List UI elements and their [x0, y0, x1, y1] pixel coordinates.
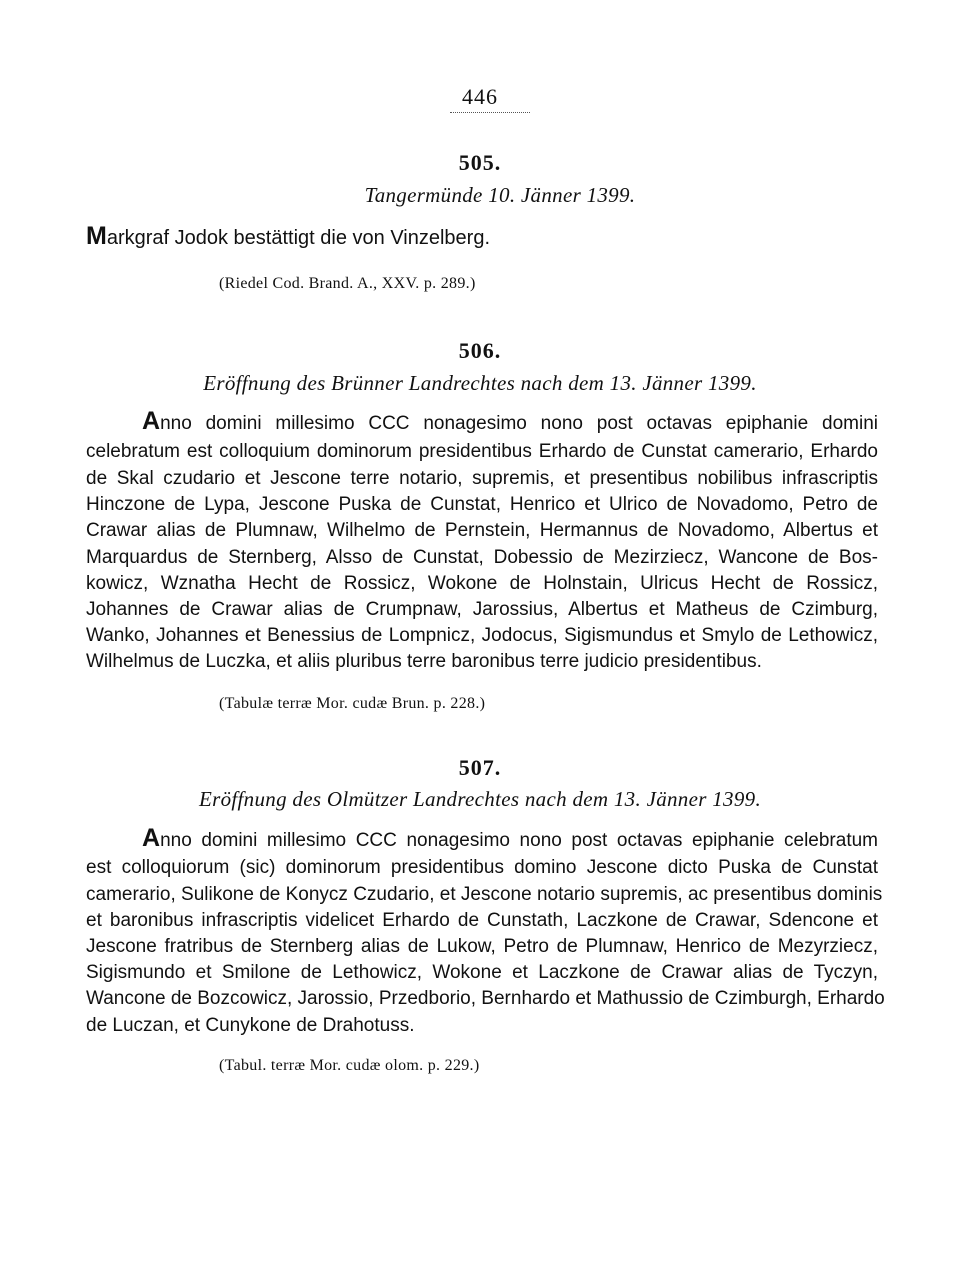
doc-507-line-2: est colloquiorum (sic) dominorum presidentibus domino Jescone dicto Puska de Cunstat	[86, 857, 878, 878]
doc-506-line-2: celebratum est colloquium dominorum presidentibus Erhardo de Cunstat camerario, Erhardo	[86, 441, 878, 462]
doc-506-line-6: Marquardus de Sternberg, Alsso de Cunstat, Dobessio de Mezirziecz, Wancone de Bos-	[86, 547, 878, 568]
doc-507-line-5: Jescone fratribus de Sternberg alias de Lukow, Petro de Plumnaw, Henrico de Mezyrziecz,	[86, 936, 878, 957]
doc-507-line-4: et baronibus infrascriptis videlicet Erhardo de Cunstath, Laczkone de Crawar, Sdencone et	[86, 910, 878, 931]
doc-506-line-8: Johannes de Crawar alias de Crumpnaw, Jarossius, Albertus et Matheus de Czimburg,	[86, 599, 878, 620]
doc-506-line-1: Anno domini millesimo CCC nonagesimo nono post octavas epiphanie domini	[142, 407, 878, 435]
doc-505-initial: M	[86, 222, 107, 250]
page-number-rule	[450, 112, 530, 113]
doc-506-line-9: Wanko, Johannes et Benessius de Lompnicz, Jodocus, Sigismundus et Smylo de Lethowicz,	[86, 625, 878, 646]
doc-507-initial: A	[142, 824, 161, 852]
doc-505-summary-text: arkgraf Jodok bestättigt die von Vinzelberg.	[106, 227, 491, 249]
doc-507-line-8: de Luczan, et Cunykone de Drahotuss.	[86, 1015, 415, 1036]
doc-505-summary	[86, 222, 490, 251]
doc-506-line-7: kowicz, Wznatha Hecht de Rossicz, Wokone de Holnstain, Ulricus Hecht de Rossicz,	[86, 573, 878, 594]
page-number: 446	[462, 84, 498, 109]
doc-506-source: (Tabulæ terræ Mor. cudæ Brun. p. 228.)	[219, 695, 486, 712]
doc-507-line-7: Wancone de Bozcowicz, Jarossio, Przedborio, Bernhardo et Mathussio de Czimburgh, Erhardo	[86, 988, 885, 1009]
doc-507-number: 507.	[458, 755, 502, 780]
doc-505-place-date: Tangermünde 10. Jänner 1399.	[364, 183, 636, 207]
doc-507-source: (Tabul. terræ Mor. cudæ olom. p. 229.)	[219, 1057, 480, 1074]
doc-506-number: 506.	[458, 338, 502, 363]
doc-505-number: 505.	[458, 150, 502, 175]
doc-506-line-10: Wilhelmus de Luczka, et aliis pluribus terre baronibus terre judicio presidentibus.	[86, 651, 762, 672]
doc-507-line-3: camerario, Sulikone de Konycz Czudario, et Jescone notario supremis, ac presentibus dominis	[86, 884, 883, 905]
doc-506-heading: Eröffnung des Brünner Landrechtes nach dem 13. Jänner 1399.	[203, 371, 757, 395]
doc-505-source: (Riedel Cod. Brand. A., XXV. p. 289.)	[219, 275, 476, 292]
doc-506-initial: A	[142, 407, 161, 435]
doc-507-heading: Eröffnung des Olmützer Landrechtes nach dem 13. Jänner 1399.	[199, 787, 761, 811]
doc-507-line-1: Anno domini millesimo CCC nonagesimo nono post octavas epiphanie celebratum	[142, 824, 878, 852]
doc-506-line-4: Hinczone de Lypa, Jescone Puska de Cunstat, Henrico et Ulrico de Novadomo, Petro de	[86, 494, 878, 515]
doc-507-line-6: Sigismundo et Smilone de Lethowicz, Wokone et Laczkone de Crawar alias de Tyczyn,	[86, 962, 878, 983]
doc-506-line-5: Crawar alias de Plumnaw, Wilhelmo de Pernstein, Hermannus de Novadomo, Albertus et	[86, 520, 878, 541]
doc-506-line-3: de Skal czudario et Jescone terre notario, supremis, et presentibus nobilibus infrascriptis	[86, 468, 878, 489]
